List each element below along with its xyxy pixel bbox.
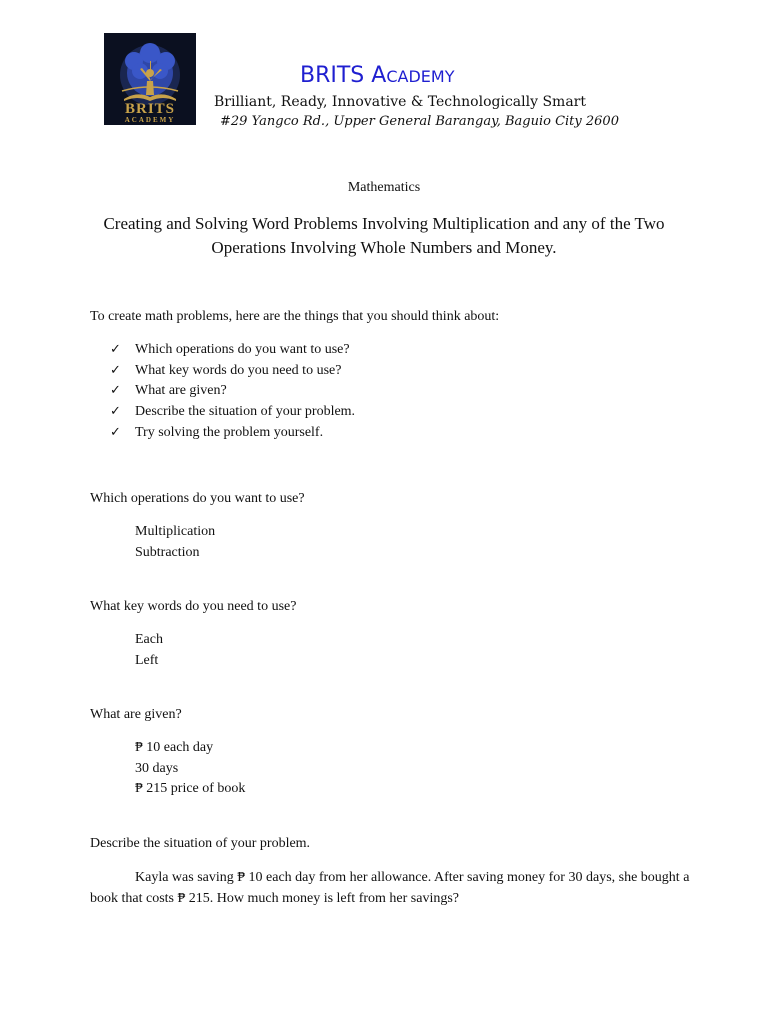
guide-checklist	[110, 340, 355, 443]
checklist-item-text: Which operations do you want to use?	[135, 342, 350, 357]
operations-question: Which operations do you want to use?	[90, 491, 305, 506]
school-address: #29 Yangco Rd., Upper General Barangay, Baguio City 2600	[220, 114, 619, 129]
checklist-item-text: What are given?	[135, 383, 227, 399]
school-name-initial: A	[371, 63, 387, 88]
checkmark-icon: ✓	[110, 342, 121, 357]
checkmark-icon: ✓	[110, 383, 121, 399]
checklist-item	[110, 423, 355, 444]
checklist-item	[110, 340, 355, 361]
answer-item: Each	[135, 632, 163, 647]
checklist-item-text: Try solving the problem yourself.	[135, 424, 324, 440]
keywords-answers	[135, 630, 163, 671]
answer-item: ₱ 215 price of book	[135, 781, 246, 796]
answer-item: Subtraction	[135, 544, 200, 560]
school-name	[300, 62, 454, 91]
keywords-question: What key words do you need to use?	[90, 599, 297, 614]
checklist-item-text: Describe the situation of your problem.	[135, 404, 356, 420]
answer-item: Multiplication	[135, 524, 216, 539]
subject-heading: Mathematics	[347, 180, 421, 195]
brits-academy-logo	[104, 33, 196, 125]
lesson-title: Creating and Solving Word Problems Involving Multiplication and any of the Two Operations Involving Whole Numbers and Money.	[103, 214, 665, 257]
checklist-item-text: What key words do you need to use?	[135, 362, 342, 378]
operations-answers	[135, 522, 215, 563]
checkmark-icon: ✓	[110, 424, 121, 440]
answer-item: Left	[135, 652, 159, 668]
situation-question: Describe the situation of your problem.	[90, 836, 311, 851]
checklist-item	[110, 381, 355, 402]
checklist-item	[110, 361, 355, 382]
school-tagline: Brilliant, Ready, Innovative & Technologically Smart	[214, 94, 586, 110]
given-answers	[135, 738, 245, 800]
answer-item: ₱ 10 each day	[135, 740, 214, 755]
word-problem-story: Kayla was saving ₱ 10 each day from her allowance. After saving money for 30 days, she bought a book that costs ₱ 215. How much money is left from her savings?	[90, 870, 690, 906]
checklist-item	[110, 402, 355, 423]
checkmark-icon: ✓	[110, 404, 121, 420]
logo-text-sub: ACADEMY	[124, 116, 176, 124]
intro-text: To create math problems, here are the things that you should think about:	[90, 309, 500, 324]
given-question: What are given?	[90, 707, 182, 722]
answer-item: 30 days	[135, 760, 179, 776]
school-name-first: BRITS	[300, 63, 365, 88]
checkmark-icon: ✓	[110, 362, 121, 378]
logo-text-main: BRITS	[124, 101, 176, 117]
school-name-rest: CADEMY	[386, 67, 455, 86]
